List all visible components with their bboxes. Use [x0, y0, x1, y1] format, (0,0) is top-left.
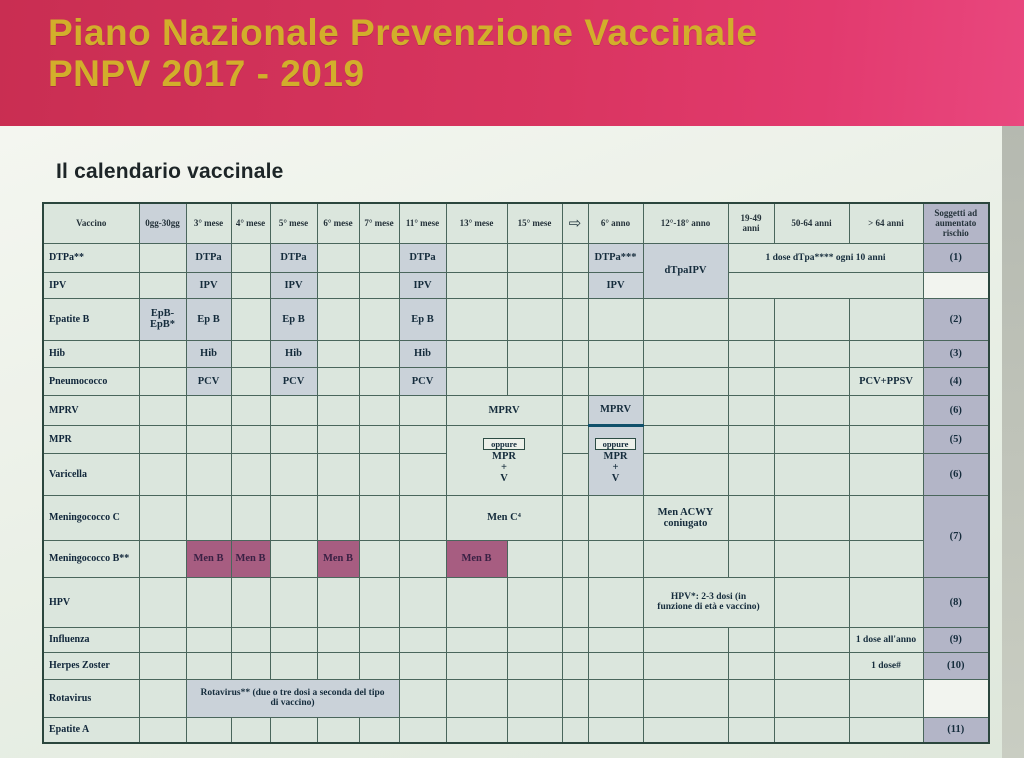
empty-cell [446, 272, 507, 298]
empty-cell [317, 495, 359, 540]
empty-cell [562, 627, 588, 652]
row-label: Influenza [43, 627, 139, 652]
empty-cell [270, 652, 317, 679]
empty-cell [588, 340, 643, 367]
empty-cell [774, 395, 849, 425]
empty-cell [849, 717, 923, 743]
schedule-cell: IPV [186, 272, 231, 298]
empty-cell [317, 627, 359, 652]
empty-cell [446, 717, 507, 743]
empty-cell [359, 453, 399, 495]
empty-cell [231, 367, 270, 395]
table-row [43, 679, 989, 717]
empty-cell [139, 340, 186, 367]
column-header: Soggetti ad aumentato rischio [923, 203, 989, 243]
empty-cell [562, 425, 588, 453]
empty-cell [446, 652, 507, 679]
schedule-cell: IPV [399, 272, 446, 298]
schedule-cell: Ep B [399, 298, 446, 340]
empty-cell [728, 340, 774, 367]
row-label: DTPa** [43, 243, 139, 272]
schedule-cell: Men B [317, 540, 359, 577]
empty-cell [399, 717, 446, 743]
empty-cell [507, 540, 562, 577]
schedule-cell: PCV [270, 367, 317, 395]
table-row [43, 495, 989, 540]
empty-cell [588, 627, 643, 652]
empty-cell [270, 425, 317, 453]
empty-cell [139, 272, 186, 298]
empty-cell [139, 679, 186, 717]
schedule-cell: IPV [588, 272, 643, 298]
table-row [43, 298, 989, 340]
empty-cell [139, 495, 186, 540]
schedule-cell: Ep B [186, 298, 231, 340]
empty-cell [774, 627, 849, 652]
empty-cell [231, 272, 270, 298]
empty-cell [186, 627, 231, 652]
schedule-cell: Men ACWY coniugato [643, 495, 728, 540]
column-header: 15° mese [507, 203, 562, 243]
schedule-cell: PCV [186, 367, 231, 395]
row-label: Meningococco B** [43, 540, 139, 577]
schedule-cell: Men B [231, 540, 270, 577]
empty-cell [643, 540, 728, 577]
empty-cell [849, 495, 923, 540]
empty-cell [446, 679, 507, 717]
column-header: 19-49 anni [728, 203, 774, 243]
empty-cell [774, 717, 849, 743]
empty-cell [399, 627, 446, 652]
empty-cell [231, 425, 270, 453]
empty-cell [588, 540, 643, 577]
empty-cell [231, 453, 270, 495]
schedule-cell: Hib [270, 340, 317, 367]
empty-cell [186, 577, 231, 627]
empty-cell [270, 453, 317, 495]
empty-cell [728, 495, 774, 540]
empty-cell [643, 627, 728, 652]
empty-cell [231, 577, 270, 627]
empty-cell [359, 540, 399, 577]
row-label: Meningococco C [43, 495, 139, 540]
empty-cell [186, 652, 231, 679]
slide-header-banner [0, 0, 1024, 126]
column-header: 13° mese [446, 203, 507, 243]
empty-cell [186, 495, 231, 540]
schedule-cell: Ep B [270, 298, 317, 340]
table-row [43, 340, 989, 367]
empty-cell [270, 395, 317, 425]
empty-cell [562, 298, 588, 340]
empty-cell [270, 540, 317, 577]
empty-cell [849, 425, 923, 453]
empty-cell [399, 577, 446, 627]
empty-cell [643, 298, 728, 340]
empty-cell [774, 453, 849, 495]
empty-cell [231, 652, 270, 679]
empty-cell [399, 540, 446, 577]
empty-cell [139, 453, 186, 495]
oppure-box: oppure [595, 438, 637, 450]
empty-cell [359, 627, 399, 652]
empty-cell [774, 425, 849, 453]
empty-cell [317, 577, 359, 627]
row-label: MPRV [43, 395, 139, 425]
empty-cell [643, 395, 728, 425]
background-wall-strip [1002, 126, 1024, 758]
empty-cell [923, 272, 989, 298]
schedule-cell: DTPa [399, 243, 446, 272]
empty-cell [317, 395, 359, 425]
empty-cell [643, 367, 728, 395]
table-row [43, 367, 989, 395]
empty-cell [186, 717, 231, 743]
empty-cell [231, 340, 270, 367]
slide-title-line2: PNPV 2017 - 2019 [48, 53, 365, 95]
schedule-cell: (9) [923, 627, 989, 652]
empty-cell [562, 340, 588, 367]
slide-title-line1: Piano Nazionale Prevenzione Vaccinale [48, 12, 758, 53]
table-row [43, 425, 989, 453]
table-row [43, 395, 989, 425]
row-label: Hib [43, 340, 139, 367]
empty-cell [728, 540, 774, 577]
empty-cell [446, 340, 507, 367]
column-header: 5° mese [270, 203, 317, 243]
column-header: > 64 anni [849, 203, 923, 243]
empty-cell [774, 679, 849, 717]
row-label: Pneumococco [43, 367, 139, 395]
schedule-cell: DTPa*** [588, 243, 643, 272]
empty-cell [562, 652, 588, 679]
row-label: MPR [43, 425, 139, 453]
empty-cell [507, 243, 562, 272]
empty-cell [643, 453, 728, 495]
schedule-cell: dTpaIPV [643, 243, 728, 298]
empty-cell [562, 395, 588, 425]
empty-cell [849, 453, 923, 495]
empty-cell [507, 340, 562, 367]
schedule-cell: (10) [923, 652, 989, 679]
schedule-cell: DTPa [186, 243, 231, 272]
empty-cell [774, 495, 849, 540]
empty-cell [231, 395, 270, 425]
empty-cell [317, 717, 359, 743]
empty-cell [399, 679, 446, 717]
empty-cell [562, 243, 588, 272]
empty-cell [643, 679, 728, 717]
schedule-cell: MPRV [588, 395, 643, 425]
column-header: 4° mese [231, 203, 270, 243]
empty-cell [774, 340, 849, 367]
empty-cell [317, 453, 359, 495]
empty-cell [728, 272, 923, 298]
column-header: 12°-18° anno [643, 203, 728, 243]
schedule-cell: (3) [923, 340, 989, 367]
empty-cell [923, 679, 989, 717]
row-label: Herpes Zoster [43, 652, 139, 679]
empty-cell [849, 340, 923, 367]
schedule-cell: 1 dose dTpa**** ogni 10 anni [728, 243, 923, 272]
empty-cell [317, 652, 359, 679]
empty-cell [359, 395, 399, 425]
schedule-cell: IPV [270, 272, 317, 298]
column-header: 11° mese [399, 203, 446, 243]
schedule-cell: (5) [923, 425, 989, 453]
row-label: Epatite A [43, 717, 139, 743]
empty-cell [231, 627, 270, 652]
empty-cell [728, 453, 774, 495]
empty-cell [774, 540, 849, 577]
schedule-cell: (8) [923, 577, 989, 627]
empty-cell [399, 495, 446, 540]
empty-cell [139, 367, 186, 395]
empty-cell [139, 652, 186, 679]
empty-cell [317, 298, 359, 340]
column-header: 6° anno [588, 203, 643, 243]
empty-cell [359, 298, 399, 340]
empty-cell [728, 717, 774, 743]
empty-cell [507, 577, 562, 627]
row-label: IPV [43, 272, 139, 298]
empty-cell [270, 577, 317, 627]
empty-cell [562, 577, 588, 627]
schedule-cell: (1) [923, 243, 989, 272]
schedule-cell: 1 dose all'anno [849, 627, 923, 652]
schedule-cell: PCV+PPSV [849, 367, 923, 395]
empty-cell [231, 243, 270, 272]
empty-cell [588, 298, 643, 340]
empty-cell [507, 367, 562, 395]
empty-cell [728, 425, 774, 453]
empty-cell [139, 717, 186, 743]
empty-cell [399, 425, 446, 453]
table-row [43, 577, 989, 627]
empty-cell [359, 717, 399, 743]
empty-cell [507, 679, 562, 717]
empty-cell [588, 679, 643, 717]
empty-cell [231, 717, 270, 743]
empty-cell [446, 243, 507, 272]
empty-cell [562, 540, 588, 577]
empty-cell [399, 395, 446, 425]
empty-cell [588, 495, 643, 540]
empty-cell [359, 340, 399, 367]
empty-cell [849, 577, 923, 627]
empty-cell [186, 395, 231, 425]
row-label: Rotavirus [43, 679, 139, 717]
empty-cell [643, 717, 728, 743]
schedule-cell: (2) [923, 298, 989, 340]
empty-cell [446, 627, 507, 652]
empty-cell [774, 577, 849, 627]
column-header: 6° mese [317, 203, 359, 243]
empty-cell [774, 298, 849, 340]
empty-cell [849, 298, 923, 340]
empty-cell [446, 298, 507, 340]
column-header: 0gg-30gg [139, 203, 186, 243]
empty-cell [507, 298, 562, 340]
empty-cell [359, 652, 399, 679]
table-row [43, 627, 989, 652]
empty-cell [728, 652, 774, 679]
vaccine-schedule-table [42, 202, 990, 744]
empty-cell [139, 627, 186, 652]
column-header-vaccino: Vaccino [43, 203, 139, 243]
empty-cell [588, 577, 643, 627]
empty-cell [643, 425, 728, 453]
schedule-cell: Men C⁴ [446, 495, 562, 540]
empty-cell [359, 367, 399, 395]
empty-cell [186, 453, 231, 495]
empty-cell [317, 243, 359, 272]
schedule-cell: Rotavirus** (due o tre dosi a seconda del tipo di vaccino) [186, 679, 399, 717]
empty-cell [507, 627, 562, 652]
empty-cell [562, 495, 588, 540]
schedule-cell: DTPa [270, 243, 317, 272]
schedule-cell: Hib [186, 340, 231, 367]
empty-cell [186, 425, 231, 453]
empty-cell [728, 395, 774, 425]
empty-cell [359, 577, 399, 627]
schedule-cell: Men B [446, 540, 507, 577]
row-label: HPV [43, 577, 139, 627]
schedule-cell: oppure MPR + V [588, 425, 643, 495]
empty-cell [139, 395, 186, 425]
schedule-cell: 1 dose# [849, 652, 923, 679]
empty-cell [399, 453, 446, 495]
empty-cell [588, 652, 643, 679]
empty-cell [270, 717, 317, 743]
empty-cell [728, 367, 774, 395]
empty-cell [359, 243, 399, 272]
column-header: 7° mese [359, 203, 399, 243]
schedule-cell: (7) [923, 495, 989, 577]
empty-cell [728, 627, 774, 652]
empty-cell [446, 367, 507, 395]
empty-cell [317, 340, 359, 367]
schedule-cell: Men B [186, 540, 231, 577]
empty-cell [507, 272, 562, 298]
empty-cell [849, 395, 923, 425]
empty-cell [507, 717, 562, 743]
empty-cell [562, 679, 588, 717]
table-row [43, 540, 989, 577]
empty-cell [849, 679, 923, 717]
empty-cell [588, 367, 643, 395]
schedule-cell: Hib [399, 340, 446, 367]
empty-cell [139, 540, 186, 577]
empty-cell [231, 495, 270, 540]
empty-cell [507, 652, 562, 679]
empty-cell [139, 243, 186, 272]
calendar-subtitle: Il calendario vaccinale [56, 160, 284, 183]
row-label: Varicella [43, 453, 139, 495]
empty-cell [774, 367, 849, 395]
empty-cell [399, 652, 446, 679]
schedule-cell: PCV [399, 367, 446, 395]
empty-cell [849, 540, 923, 577]
oppure-box: oppure [483, 438, 525, 450]
schedule-cell: MPRV [446, 395, 562, 425]
column-header: 50-64 anni [774, 203, 849, 243]
empty-cell [139, 425, 186, 453]
empty-cell [317, 367, 359, 395]
empty-cell [588, 717, 643, 743]
empty-cell [562, 272, 588, 298]
table-row [43, 243, 989, 272]
empty-cell [317, 425, 359, 453]
empty-cell [359, 425, 399, 453]
empty-cell [562, 717, 588, 743]
empty-cell [728, 679, 774, 717]
schedule-cell: (6) [923, 453, 989, 495]
arrow-right-icon: ⇨ [562, 203, 588, 243]
table-row [43, 717, 989, 743]
empty-cell [728, 298, 774, 340]
table-row [43, 652, 989, 679]
empty-cell [270, 627, 317, 652]
empty-cell [270, 495, 317, 540]
empty-cell [446, 577, 507, 627]
row-label: Epatite B [43, 298, 139, 340]
empty-cell [643, 340, 728, 367]
schedule-cell: (6) [923, 395, 989, 425]
column-header: 3° mese [186, 203, 231, 243]
empty-cell [562, 367, 588, 395]
empty-cell [317, 272, 359, 298]
empty-cell [359, 272, 399, 298]
empty-cell [562, 453, 588, 495]
empty-cell [643, 652, 728, 679]
schedule-cell: oppure MPR + V [446, 425, 562, 495]
schedule-cell: EpB- EpB* [139, 298, 186, 340]
empty-cell [139, 577, 186, 627]
schedule-cell: (11) [923, 717, 989, 743]
empty-cell [231, 298, 270, 340]
empty-cell [359, 495, 399, 540]
empty-cell [774, 652, 849, 679]
table-row [43, 272, 989, 298]
schedule-cell: (4) [923, 367, 989, 395]
schedule-cell: HPV*: 2-3 dosi (in funzione di età e vaccino) [643, 577, 774, 627]
